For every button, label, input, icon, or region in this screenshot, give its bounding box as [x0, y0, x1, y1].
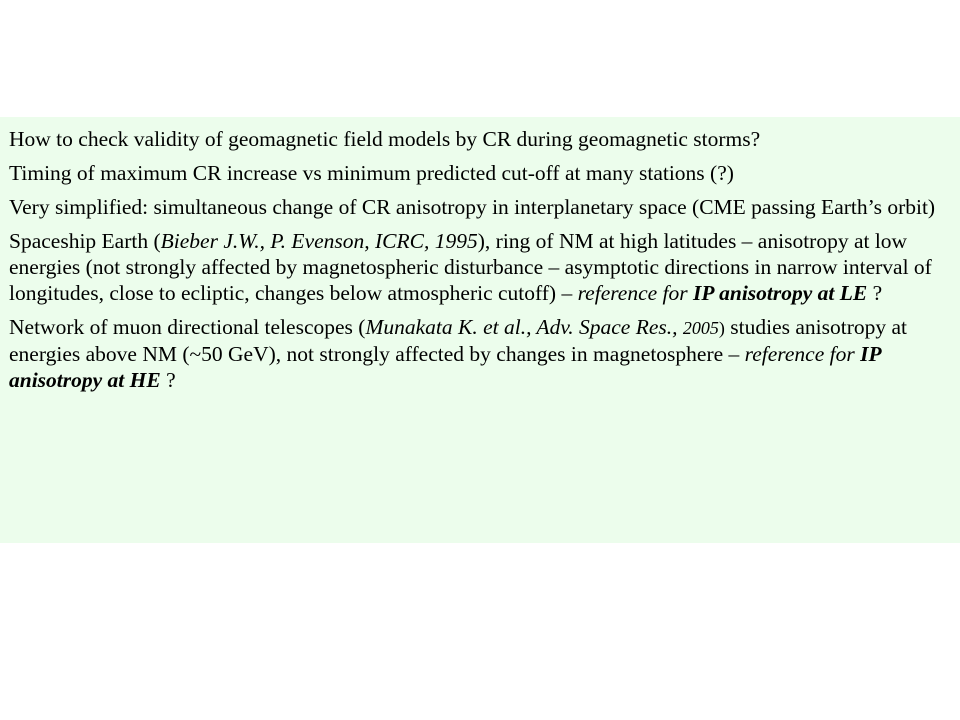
text-segment: ), ring of NM at high latitudes – anisotropy at low energies (not strongly affected by magnetospheric disturbance – asymptotic directions in narrow interval of longitudes, close to ecliptic, changes below atmospheric cutoff): [9, 229, 932, 305]
text-segment: Spaceship Earth (: [9, 229, 161, 253]
paragraph-text: Very simplified: simultaneous change of CR anisotropy in interplanetary space (CME passing Earth’s orbit): [9, 195, 936, 219]
paragraph-timing: [9, 160, 950, 186]
citation-close: ): [718, 318, 725, 338]
reference-phrase: – reference for: [723, 342, 861, 366]
text-segment: Network of muon directional telescopes (: [9, 315, 366, 339]
paragraph-simplified: [9, 194, 950, 220]
reference-target-he: IP anisotropy at HE: [9, 342, 881, 392]
citation-year: 2005: [682, 318, 719, 338]
text-box: [0, 117, 960, 543]
paragraph-text: How to check validity of geomagnetic field models by CR during geomagnetic storms?: [9, 127, 761, 151]
paragraph-text: Timing of maximum CR increase vs minimum predicted cut-off at many stations (?): [9, 161, 734, 185]
paragraph-muon-telescopes: [9, 314, 950, 393]
text-segment: ?: [867, 281, 883, 305]
text-segment: studies anisotropy at energies above NM (~50 GeV), not strongly affected by changes in magnetosphere: [9, 315, 908, 366]
paragraph-geomagnetic-validity: [9, 126, 950, 152]
reference-target-le: IP anisotropy at LE: [693, 281, 868, 305]
text-segment: ?: [160, 368, 176, 392]
paragraph-spaceship-earth: [9, 228, 950, 306]
citation-bieber: Bieber J.W., P. Evenson, ICRC, 1995: [160, 229, 478, 253]
reference-phrase: – reference for: [556, 281, 694, 305]
citation-munakata: Munakata K. et al., Adv. Space Res.,: [365, 315, 683, 339]
